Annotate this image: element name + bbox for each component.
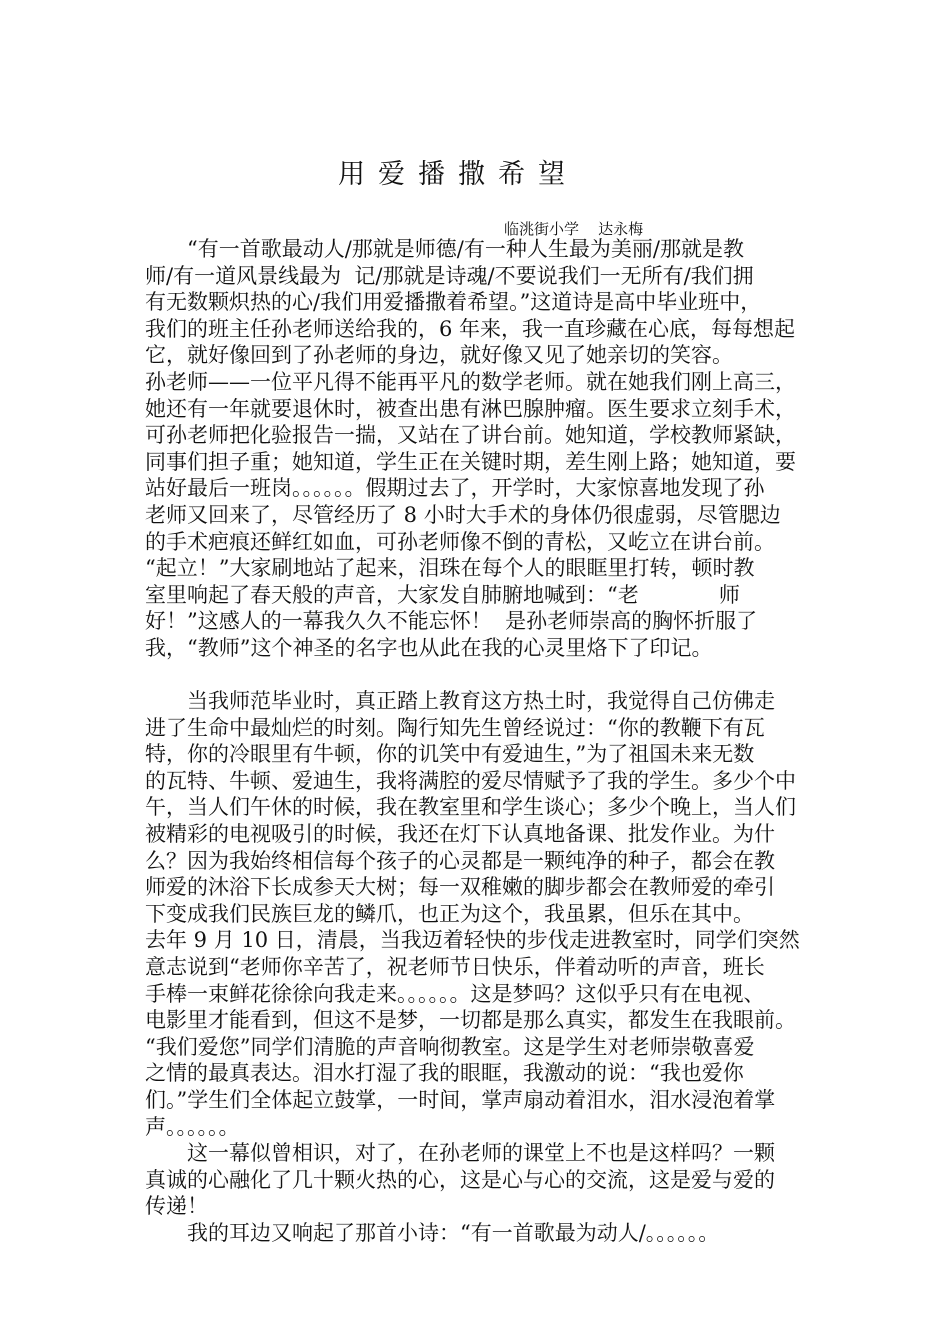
document-title: 用爱播撒希望 bbox=[338, 159, 578, 190]
text-line: 可孙老师把化验报告一揣，又站在了讲台前。她知道，学校教师紧缺， bbox=[145, 423, 796, 448]
text-line: 它，就好像回到了孙老师的身边，就好像又见了她亲切的笑容。 bbox=[145, 343, 733, 368]
document-body bbox=[145, 236, 815, 1247]
text-line: 下变成我们民族巨龙的鳞爪，也正为这个，我虽累，但乐在其中。 bbox=[145, 901, 754, 926]
text-line: 声。。。。。。 bbox=[145, 1114, 240, 1139]
text-line: 进了生命中最灿烂的时刻。陶行知先生曾经说过：“你的教鞭下有瓦 bbox=[145, 715, 765, 740]
text-line: 我的耳边又响起了那首小诗：“有一首歌最为动人/。。。。。。 bbox=[187, 1220, 720, 1245]
text-line: 意志说到“老师你辛苦了，祝老师节日快乐，伴着动听的声音，班长 bbox=[145, 955, 765, 980]
text-line: 站好最后一班岗。。。。。。假期过去了，开学时，大家惊喜地发现了孙 bbox=[145, 476, 765, 501]
text-line: 室里响起了春天般的声音，大家发自肺腑地喊到：“老 师 bbox=[145, 582, 740, 607]
text-line: 我们的班主任孙老师送给我的，6 年来，我一直珍藏在心底，每每想起 bbox=[145, 316, 796, 341]
text-line: 有无数颗炽热的心/我们用爱播撒着希望。”这道诗是高中毕业班中， bbox=[145, 290, 762, 315]
text-line: 去年 9 月 10 日，清晨，当我迈着轻快的步伐走进教室时，同学们突然 bbox=[145, 928, 800, 953]
text-line: “我们爱您”同学们清脆的声音响彻教室。这是学生对老师崇敬喜爱 bbox=[145, 1034, 755, 1059]
text-line: 真诚的心融化了几十颗火热的心，这是心与心的交流，这是爱与爱的 bbox=[145, 1167, 775, 1192]
text-line: “起立！”大家刷地站了起来，泪珠在每个人的眼眶里打转，顿时教 bbox=[145, 556, 755, 581]
text-line: 师/有一道风景线最为 记/那就是诗魂/不要说我们一无所有/我们拥 bbox=[145, 263, 754, 288]
text-line: 手棒一束鲜花徐徐向我走来。。。。。。这是梦吗？这似乎只有在电视、 bbox=[145, 981, 765, 1006]
text-line: 电影里才能看到，但这不是梦，一切都是那么真实，都发生在我眼前。 bbox=[145, 1008, 796, 1033]
text-line: 们。”学生们全体起立鼓掌，一时间，掌声扇动着泪水，泪水浸泡着掌 bbox=[145, 1088, 776, 1112]
text-line: 的瓦特、牛顿、爱迪生，我将满腔的爱尽情赋予了我的学生。多少个中 bbox=[145, 768, 796, 793]
text-line: 的手术疤痕还鲜红如血，可孙老师像不倒的青松，又屹立在讲台前。 bbox=[145, 529, 775, 554]
text-line: 孙老师——一位平凡得不能再平凡的数学老师。就在她我们刚上高三， bbox=[145, 369, 796, 394]
text-line: 老师又回来了，尽管经历了 8 小时大手术的身体仍很虚弱，尽管腮边 bbox=[145, 502, 781, 527]
text-line: 当我师范毕业时，真正踏上教育这方热土时，我觉得自己仿佛走 bbox=[187, 689, 775, 714]
text-line: 被精彩的电视吸引的时候，我还在灯下认真地备课、批发作业。为什 bbox=[145, 822, 775, 847]
text-line: 好！”这感人的一幕我久久不能忘怀！ 是孙老师崇高的胸怀折服了 bbox=[145, 609, 758, 634]
paragraph-gap bbox=[145, 662, 815, 689]
text-line: 我，“教师”这个神圣的名字也从此在我的心灵里烙下了印记。 bbox=[145, 635, 713, 660]
text-line: 传递！ bbox=[145, 1194, 208, 1219]
text-line: 特，你的冷眼里有牛顿，你的讥笑中有爱迪生，”为了祖国未来无数 bbox=[145, 742, 755, 767]
text-line: 之情的最真表达。泪水打湿了我的眼眶，我激动的说：“我也爱你 bbox=[145, 1061, 744, 1086]
text-line: 师爱的沐浴下长成参天大树；每一双稚嫩的脚步都会在教师爱的牵引 bbox=[145, 875, 775, 900]
author-byline: 临洮街小学 达永梅 bbox=[504, 220, 644, 238]
text-line: 同事们担子重；她知道，学生正在关键时期，差生刚上路；她知道，要 bbox=[145, 449, 796, 474]
text-line: “有一首歌最动人/那就是师德/有一种人生最为美丽/那就是教 bbox=[187, 237, 744, 261]
text-line: 么？因为我始终相信每个孩子的心灵都是一颗纯净的种子，都会在教 bbox=[145, 848, 775, 873]
text-line: 这一幕似曾相识，对了，在孙老师的课堂上不也是这样吗？一颗 bbox=[187, 1141, 775, 1166]
text-line: 她还有一年就要退休时，被查出患有淋巴腺肿瘤。医生要求立刻手术， bbox=[145, 396, 796, 421]
text-line: 午，当人们午休的时候，我在教室里和学生谈心；多少个晚上，当人们 bbox=[145, 795, 796, 820]
